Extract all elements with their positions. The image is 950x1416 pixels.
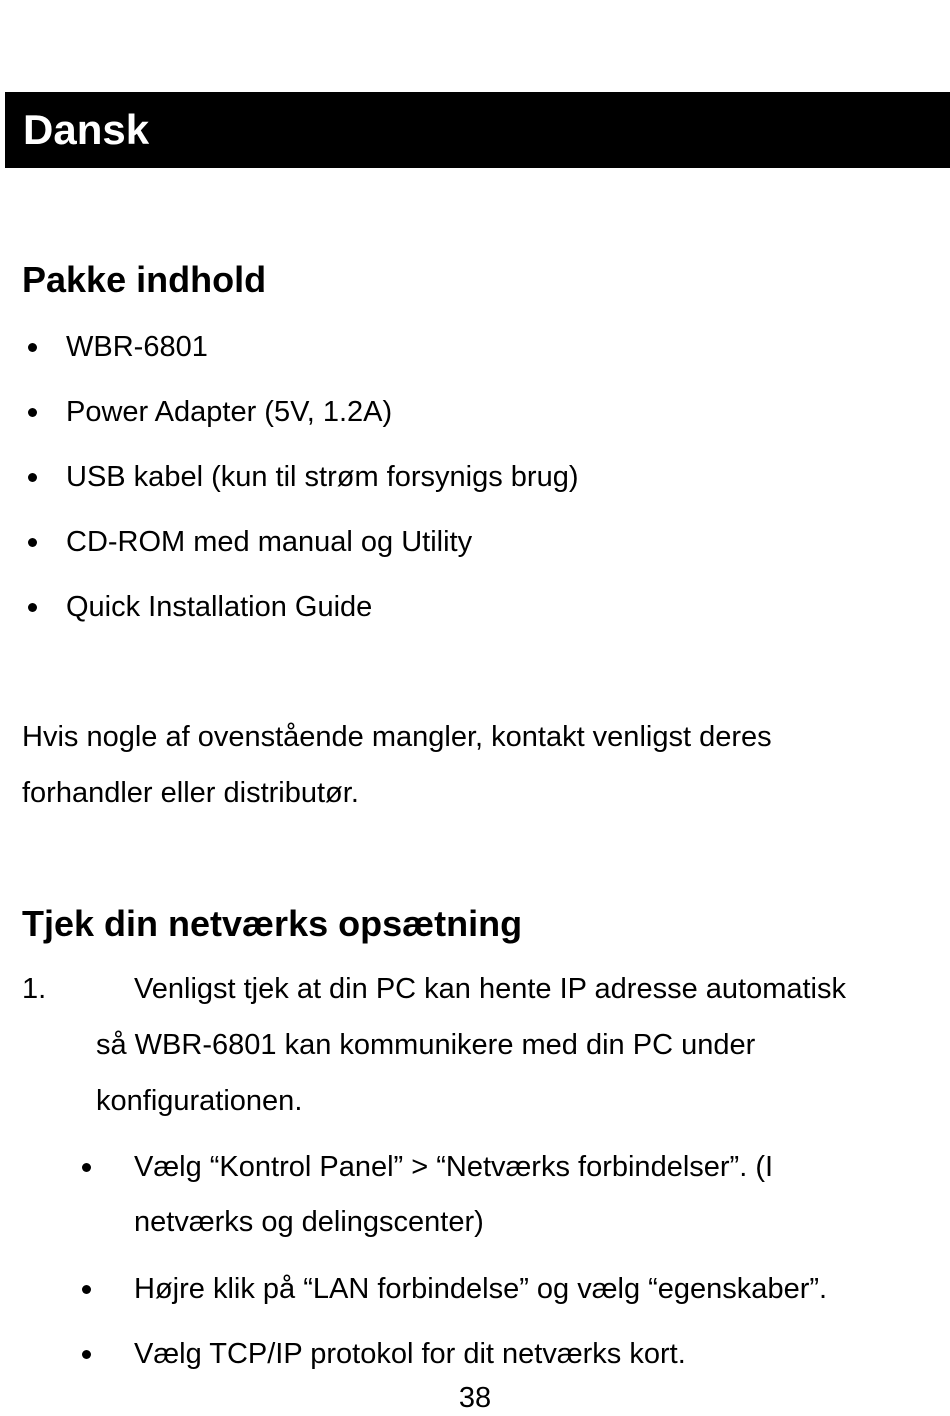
package-contents-heading: Pakke indhold (22, 259, 267, 300)
step-text-line: konfigurationen. (96, 1085, 303, 1117)
list-item-text: WBR-6801 (66, 331, 208, 363)
missing-items-note-line: Hvis nogle af ovenstående mangler, kontakt venligst deres (22, 721, 772, 753)
page-number: 38 (458, 1382, 492, 1414)
bullet-icon (82, 1285, 91, 1294)
list-item-text: CD-ROM med manual og Utility (66, 526, 473, 558)
network-check-heading: Tjek din netværks opsætning (22, 903, 523, 944)
bullet-icon (28, 343, 37, 352)
bullet-icon (82, 1163, 91, 1172)
list-item-text: Quick Installation Guide (66, 591, 373, 623)
sub-item-text-line: netværks og delingscenter) (134, 1206, 484, 1238)
list-item-text: USB kabel (kun til strøm forsynigs brug) (66, 461, 579, 493)
step-number: 1. (22, 973, 47, 1005)
bullet-icon (28, 473, 37, 482)
bullet-icon (82, 1350, 91, 1359)
list-item-text: Power Adapter (5V, 1.2A) (66, 396, 393, 428)
language-title: Dansk (23, 106, 150, 153)
sub-item-text-line: Vælg TCP/IP protokol for dit netværks kort. (134, 1338, 686, 1370)
bullet-icon (28, 603, 37, 612)
step-text-line: Venligst tjek at din PC kan hente IP adresse automatisk (134, 973, 846, 1005)
sub-item-text-line: Vælg “Kontrol Panel” > “Netværks forbindelser”. (I (134, 1151, 774, 1183)
language-banner (5, 92, 950, 168)
sub-item-text-line: Højre klik på “LAN forbindelse” og vælg “egenskaber”. (134, 1273, 828, 1305)
bullet-icon (28, 538, 37, 547)
step-text-line: så WBR-6801 kan kommunikere med din PC under (96, 1029, 756, 1061)
bullet-icon (28, 408, 37, 417)
missing-items-note-line: forhandler eller distributør. (22, 777, 359, 809)
